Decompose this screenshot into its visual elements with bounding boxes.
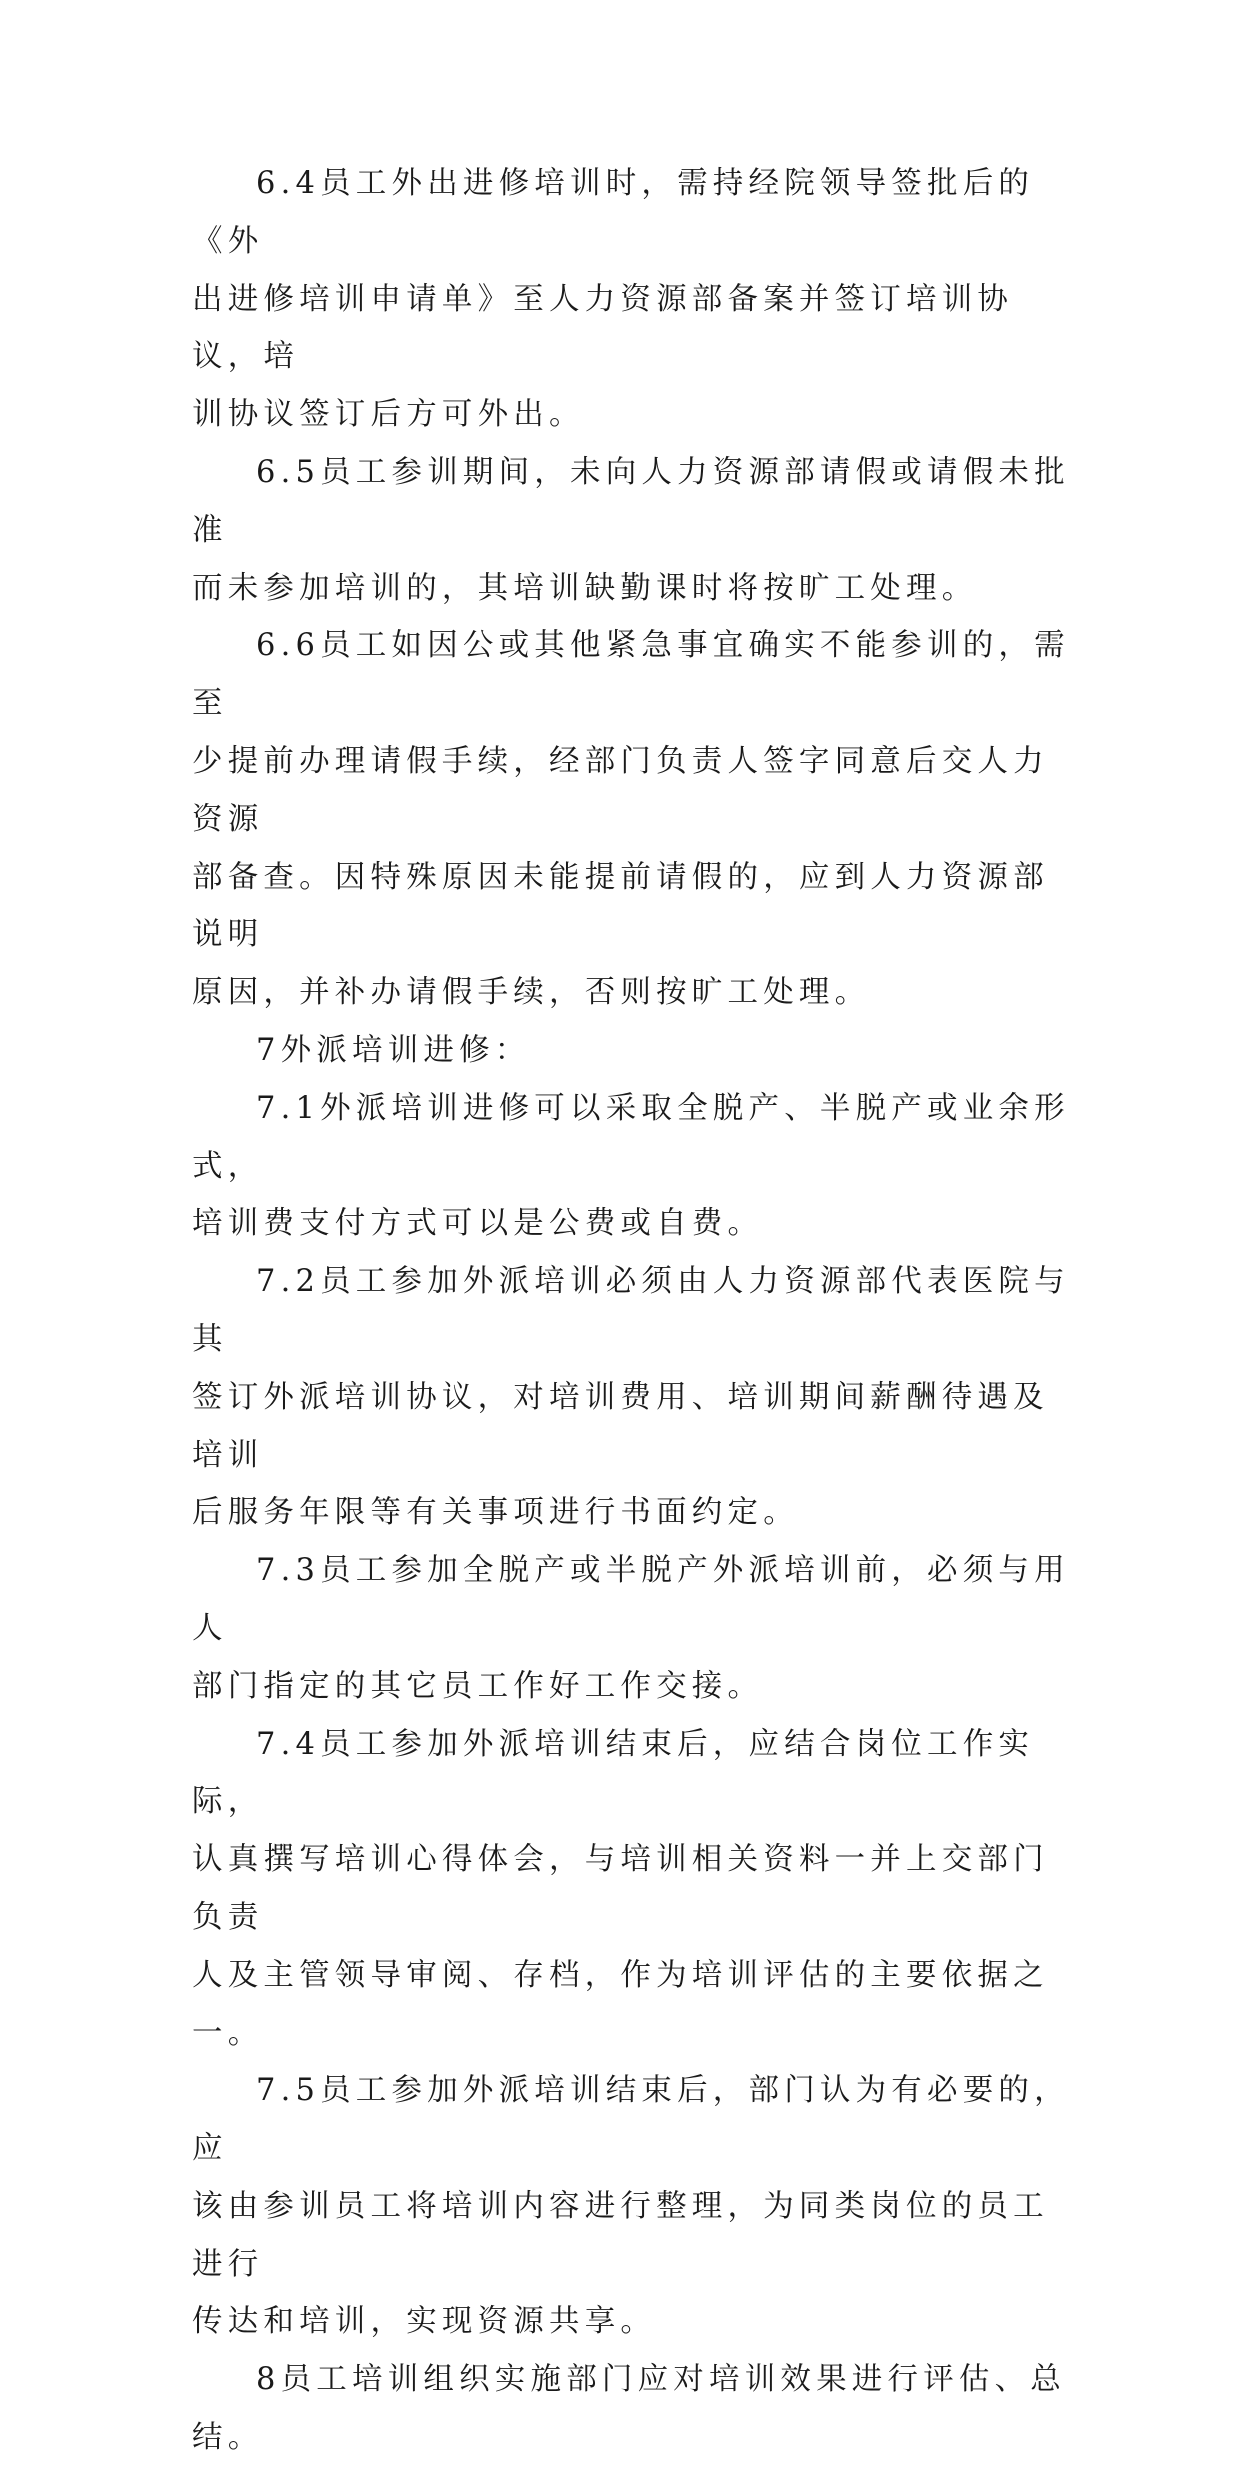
paragraph-6-6: 6.6员工如因公或其他紧急事宜确实不能参训的，需至 少提前办理请假手续，经部门负责人签字同意后交人力资源 部备查。因特殊原因未能提前请假的，应到人力资源部说明 原因，并补办请假手续，否则按旷工处理。 bbox=[192, 628, 1070, 1011]
paragraph-8: 8员工培训组织实施部门应对培训效果进行评估、总结。 bbox=[192, 2362, 1067, 2456]
paragraph-7-2: 7.2员工参加外派培训必须由人力资源部代表医院与其 签订外派培训协议，对培训费用、培训期间薪酬待遇及培训 后服务年限等有关事项进行书面约定。 bbox=[192, 1264, 1070, 1531]
paragraph-6-5: 6.5员工参训期间，未向人力资源部请假或请假未批准 而未参加培训的，其培训缺勤课时将按旷工处理。 bbox=[192, 454, 1070, 606]
document-body bbox=[192, 155, 1072, 2467]
paragraph-7-3: 7.3员工参加全脱产或半脱产外派培训前，必须与用人 部门指定的其它员工作好工作交接。 bbox=[192, 1553, 1070, 1704]
paragraph-7-1: 7.1外派培训进修可以采取全脱产、半脱产或业余形式， 培训费支付方式可以是公费或自费。 bbox=[192, 1090, 1070, 1242]
paragraph-7-5: 7.5员工参加外派培训结束后，部门认为有必要的，应 该由参训员工将培训内容进行整理，为同类岗位的员工进行 传达和培训，实现资源共享。 bbox=[192, 2073, 1070, 2340]
paragraph-7-4: 7.4员工参加外派培训结束后，应结合岗位工作实际， 认真撰写培训心得体会，与培训相关资料一并上交部门负责 人及主管领导审阅、存档，作为培训评估的主要依据之一。 bbox=[192, 1726, 1049, 2051]
section-heading-7: 7外派培训进修： bbox=[256, 1032, 531, 1068]
paragraph-6-4: 6.4员工外出进修培训时，需持经院领导签批后的《外 出进修培训申请单》至人力资源部备案并签订培训协议，培 训协议签订后方可外出。 bbox=[192, 166, 1035, 433]
